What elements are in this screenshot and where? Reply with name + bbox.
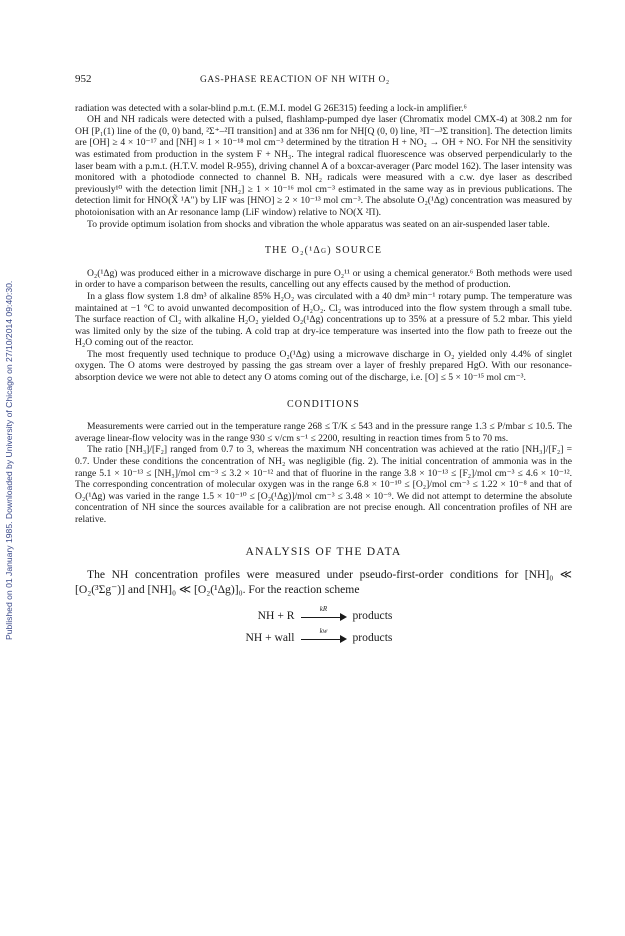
conditions-paragraph-2: The ratio [NH₃]/[F₂] ranged from 0.7 to 3, whereas the maximum NH concentration was achieved at the ratio [NH₃]/[F₂] = 0.7. Under these conditions the concentration of NH₂ was negligible (fig. 2). The initial concentration of ammonia was in the range 5.1 × 10⁻¹³ ≤ [NH₃]/mol cm⁻³ ≤ 3.2 × 10⁻¹² and that of fluorine in the range 3.8 × 10⁻¹³ ≤ [F₂]/mol cm⁻³ ≤ 4.6 × 10⁻¹². The corresponding concentration of molecular oxygen was in the range 6.8 × 10⁻¹⁰ ≤ [O₂]/mol cm⁻³ ≤ 1.22 × 10⁻⁸ and that of O₂(¹Δg) was varied in the range 1.5 × 10⁻¹⁰ ≤ [O₂(¹Δg)]/mol cm⁻³ ≤ 3.48 × 10⁻⁹. We did not attempt to determine the absolute concentration of NH since the sources available for a calibration are not precise enough. All concentration profiles of NH are relative.: [75, 444, 572, 525]
reactants: NH + wall: [245, 631, 295, 645]
rate-constant: kR: [319, 605, 328, 614]
analysis-paragraph: The NH concentration profiles were measured under pseudo-first-order conditions for [NH]₀ ≪ [O₂(³Σg⁻)] and [NH]₀ ≪ [O₂(¹Δg)]₀. For the reaction scheme: [75, 568, 572, 597]
download-watermark: [0, 0, 20, 720]
section-heading-analysis: ANALYSIS OF THE DATA: [245, 544, 402, 558]
page-number: 952: [75, 73, 92, 85]
source-paragraph-1: O₂(¹Δg) was produced either in a microwave discharge in pure O₂¹¹ or using a chemical generator.⁶ Both methods were used in order to have a comparison between the results, cancelling out any effects caused by the method of production.: [75, 267, 572, 291]
rate-constant: kw: [319, 627, 328, 636]
intro-paragraph-3: To provide optimum isolation from shocks and vibration the whole apparatus was seated on an air-suspended laser table.: [87, 218, 550, 230]
reaction-line: [75, 605, 572, 627]
reactants: NH + R: [257, 609, 295, 623]
source-paragraph-2: In a glass flow system 1.8 dm³ of alkaline 85% H₂O₂ was circulated with a 40 dm³ min⁻¹ rotary pump. The temperature was maintained at −1 °C to avoid unwanted decomposition of H₂O₂. Cl₂ was introduced into the flow system through a small tube. The surface reaction of Cl₂ with alkaline H₂O₂ yielded O₂(¹Δg) concentrations up to 35% at a pressure of 5.2 mbar. This yield was limited only by the size of the tubing. A cold trap at dry-ice temperature was inserted into the flow path to freeze out the H₂O coming out of the reactor.: [75, 290, 572, 349]
products: products: [352, 631, 393, 645]
intro-paragraph-2: OH and NH radicals were detected with a pulsed, flashlamp-pumped dye laser (Chromatix model CMX-4) at 308.2 nm for OH [P₁(1) line of the (0, 0) band, ²Σ⁺–²Π transition] and at 336 nm for NH[Q (0, 0) line, ³Π⁻–³Σ transition]. The detection limits are [OH] ≥ 4 × 10⁻¹⁷ and [NH] ≈ 1 × 10⁻¹⁸ mol cm⁻³ determined by the titration H + NO₂ → OH + NO. For NH the sensitivity was estimated from production in the system F + NH₃. The integral radical fluorescence was observed perpendicularly to the laser beam with a p.m.t. (H.T.V. model R-955), driving channel A of a boxcar-averager (Parc model 162). The laser intensity was monitored with a photodiode connected to channel B. NH₂ radicals were measured with a c.w. dye laser as described previously¹⁰ with the detection limit [NH₂] ≥ 1 × 10⁻¹⁶ mol cm⁻³ estimated in the same way as in previous publications. The detection limit for HNO(X̃ ¹A″) by LIF was [HNO] ≥ 2 × 10⁻¹³ mol cm⁻³. The absolute O₂(¹Δg) concentration was measured by photoionisation with an Ar resonance lamp (LiF window) relative to NO(X ²Π).: [75, 114, 572, 218]
journal-page: [75, 74, 572, 649]
download-notice: Published on 01 January 1985. Downloaded by University of Chicago on 27/10/2014 09:40:30.: [4, 280, 14, 640]
section-heading-source: THE O₂(¹Δg) SOURCE: [264, 245, 383, 257]
running-title: GAS-PHASE REACTION OF NH WITH O₂: [200, 75, 390, 85]
reaction-arrow: [301, 605, 347, 622]
page-header: [75, 74, 572, 87]
source-paragraph-3: The most frequently used technique to produce O₂(¹Δg) using a microwave discharge in O₂ yielded only 4.4% of singlet oxygen. The O atoms were destroyed by passing the gas stream over a layer of freshly prepared HgO. With our resonance-absorption device we were not able to detect any O atoms coming out of the discharge, i.e. [O] ≤ 5 × 10⁻¹⁵ mol cm⁻³.: [75, 348, 572, 384]
reaction-scheme: [75, 605, 572, 649]
section-heading-conditions: CONDITIONS: [286, 398, 361, 410]
conditions-paragraph-1: Measurements were carried out in the temperature range 268 ≤ T/K ≤ 543 and in the pressure range 1.3 ≤ P/mbar ≤ 10.5. The average linear-flow velocity was in the range 930 ≤ v/cm s⁻¹ ≤ 2200, resulting in reaction times from 5 to 70 ms.: [75, 421, 572, 444]
reaction-line: [75, 627, 572, 649]
intro-paragraph-1: radiation was detected with a solar-blind p.m.t. (E.M.I. model G 26E315) feeding a lock-in amplifier.⁶: [75, 102, 467, 114]
products: products: [352, 609, 393, 623]
reaction-arrow: [301, 627, 347, 644]
